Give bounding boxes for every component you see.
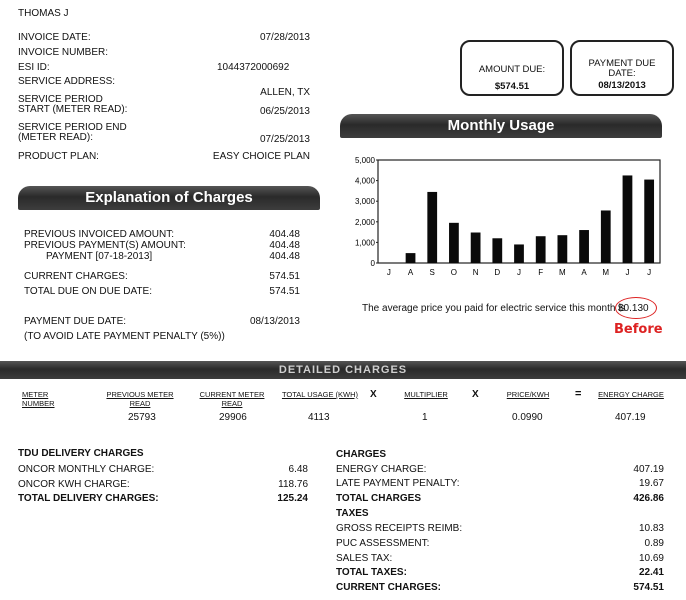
multiplier-header: MULTIPLIER xyxy=(404,390,448,399)
oncor-kwh-label: ONCOR KWH CHARGE: xyxy=(18,479,130,490)
oncor-monthly-value: 6.48 xyxy=(288,464,308,475)
payment-due-box xyxy=(570,40,674,96)
usage-bar xyxy=(601,210,611,263)
y-tick-label: 2,000 xyxy=(354,217,375,227)
usage-bar xyxy=(406,253,416,263)
price-value: 0.0990 xyxy=(512,412,543,423)
invoice-date-value: 07/28/2013 xyxy=(259,32,310,43)
oncor-kwh-value: 118.76 xyxy=(278,479,308,490)
puc-assessment-value: 0.89 xyxy=(644,538,664,549)
current-charges-total-label: CURRENT CHARGES: xyxy=(336,582,441,593)
total-taxes-label: TOTAL TAXES: xyxy=(336,567,407,578)
sales-tax-label: SALES TAX: xyxy=(336,553,393,564)
x-tick-label: A xyxy=(407,268,414,277)
x-tick-label: O xyxy=(450,268,458,277)
payment-value: 404.48 xyxy=(269,251,300,262)
y-tick-label: 0 xyxy=(370,259,375,268)
total-usage-header: TOTAL USAGE (KWH) xyxy=(281,390,359,399)
total-due-label: TOTAL DUE ON DUE DATE: xyxy=(24,286,152,297)
period-start-label: SERVICE PERIOD START (METER READ): xyxy=(18,94,128,115)
total-delivery-label: TOTAL DELIVERY CHARGES: xyxy=(18,493,159,504)
puc-assessment-label: PUC ASSESSMENT: xyxy=(336,538,430,549)
x-tick-label: M xyxy=(602,268,610,277)
tdu-title: TDU DELIVERY CHARGES xyxy=(18,448,144,459)
multiply-sign-1: X xyxy=(370,389,377,400)
x-tick-label: J xyxy=(647,268,652,277)
energy-charge-value: 407.19 xyxy=(615,412,646,423)
charges-title: CHARGES xyxy=(336,449,387,460)
total-charges-label: TOTAL CHARGES xyxy=(336,493,422,504)
amount-due-label: AMOUNT DUE: xyxy=(478,64,546,75)
usage-bar xyxy=(623,175,633,263)
late-penalty-value: 19.67 xyxy=(638,478,664,489)
esi-id-value: 1044372000692 xyxy=(217,62,290,73)
multiplier-value: 1 xyxy=(422,412,428,423)
x-tick-label: A xyxy=(581,268,587,277)
late-penalty-label: LATE PAYMENT PENALTY: xyxy=(336,478,460,489)
amount-due-box xyxy=(460,40,564,96)
period-start-value: 06/25/2013 xyxy=(259,106,310,117)
energy-charge-label: ENERGY CHARGE: xyxy=(336,464,427,475)
oncor-monthly-label: ONCOR MONTHLY CHARGE: xyxy=(18,464,155,475)
current-charges-value: 574.51 xyxy=(269,271,300,282)
payment-due-date-value: 08/13/2013 xyxy=(249,316,300,327)
current-read-header: CURRENT METER READ xyxy=(199,390,265,408)
prev-payments-value: 404.48 xyxy=(269,240,300,251)
period-end-label: SERVICE PERIOD END (METER READ): xyxy=(18,122,127,143)
explanation-header: Explanation of Charges xyxy=(18,186,320,210)
previous-read-header: PREVIOUS METER READ xyxy=(106,390,174,408)
prev-invoiced-value: 404.48 xyxy=(269,229,300,240)
x-tick-label: F xyxy=(538,268,544,277)
payment-due-value: 08/13/2013 xyxy=(598,80,646,91)
total-due-value: 574.51 xyxy=(269,286,300,297)
prev-payments-label: PREVIOUS PAYMENT(S) AMOUNT: xyxy=(24,240,186,251)
average-price-text: The average price you paid for electric service this month is xyxy=(362,303,626,314)
service-address-value: ALLEN, TX xyxy=(260,87,310,98)
x-tick-label: M xyxy=(559,268,566,277)
current-charges-label: CURRENT CHARGES: xyxy=(24,271,128,282)
x-tick-label: N xyxy=(472,268,479,277)
x-tick-label: J xyxy=(625,268,630,277)
service-address-label: SERVICE ADDRESS: xyxy=(18,76,116,87)
average-price-value: $0.130 xyxy=(618,303,649,314)
equals-sign: = xyxy=(575,388,582,400)
usage-bar xyxy=(449,223,459,263)
usage-chart xyxy=(340,152,670,282)
usage-bar xyxy=(579,230,589,263)
invoice-number-label: INVOICE NUMBER: xyxy=(18,47,109,58)
energy-charge-header: ENERGY CHARGE xyxy=(598,390,664,399)
invoice-date-label: INVOICE DATE: xyxy=(18,32,91,43)
usage-bar xyxy=(558,235,568,263)
x-tick-label: J xyxy=(386,268,391,277)
monthly-usage-header: Monthly Usage xyxy=(340,114,662,138)
usage-bar xyxy=(471,233,481,263)
total-taxes-value: 22.41 xyxy=(638,567,664,578)
late-penalty-note: (TO AVOID LATE PAYMENT PENALTY (5%)) xyxy=(24,331,225,342)
total-charges-value: 426.86 xyxy=(633,493,664,504)
esi-id-label: ESI ID: xyxy=(18,62,50,73)
amount-due-value: $574.51 xyxy=(494,81,530,92)
y-tick-label: 1,000 xyxy=(354,238,375,248)
x-tick-label: D xyxy=(494,268,501,277)
total-usage-value: 4113 xyxy=(308,412,330,423)
taxes-title: TAXES xyxy=(336,508,369,519)
y-tick-label: 4,000 xyxy=(354,176,375,186)
prev-invoiced-label: PREVIOUS INVOICED AMOUNT: xyxy=(24,229,175,240)
product-plan-value: EASY CHOICE PLAN xyxy=(212,151,310,162)
x-tick-label: S xyxy=(429,268,435,277)
payment-label: PAYMENT [07-18-2013] xyxy=(46,251,153,262)
price-header: PRICE/KWH xyxy=(506,390,550,399)
price-highlight-circle xyxy=(615,297,657,319)
x-tick-label: J xyxy=(517,268,521,277)
usage-bar xyxy=(644,180,654,263)
multiply-sign-2: X xyxy=(472,389,479,400)
customer-name: THOMAS J xyxy=(18,8,69,19)
usage-bar xyxy=(514,244,524,263)
usage-bar xyxy=(536,236,546,263)
previous-read-value: 25793 xyxy=(128,412,156,423)
y-tick-label: 5,000 xyxy=(354,156,375,165)
payment-due-date-label: PAYMENT DUE DATE: xyxy=(24,316,127,327)
current-read-value: 29906 xyxy=(219,412,247,423)
charges-energy-value: 407.19 xyxy=(633,464,664,475)
period-end-value: 07/25/2013 xyxy=(259,134,310,145)
usage-bar xyxy=(427,192,437,263)
total-delivery-value: 125.24 xyxy=(277,493,308,504)
meter-number-header: METER NUMBER xyxy=(22,390,55,408)
usage-bar xyxy=(492,238,502,263)
payment-due-label: PAYMENT DUE DATE: xyxy=(588,58,656,79)
gross-receipts-value: 10.83 xyxy=(638,523,664,534)
before-annotation: Before xyxy=(614,322,663,337)
sales-tax-value: 10.69 xyxy=(638,553,664,564)
detailed-charges-header: DETAILED CHARGES xyxy=(0,361,686,379)
current-charges-total-value: 574.51 xyxy=(633,582,664,593)
y-tick-label: 3,000 xyxy=(354,197,375,207)
gross-receipts-label: GROSS RECEIPTS REIMB: xyxy=(336,523,463,534)
product-plan-label: PRODUCT PLAN: xyxy=(18,151,99,162)
